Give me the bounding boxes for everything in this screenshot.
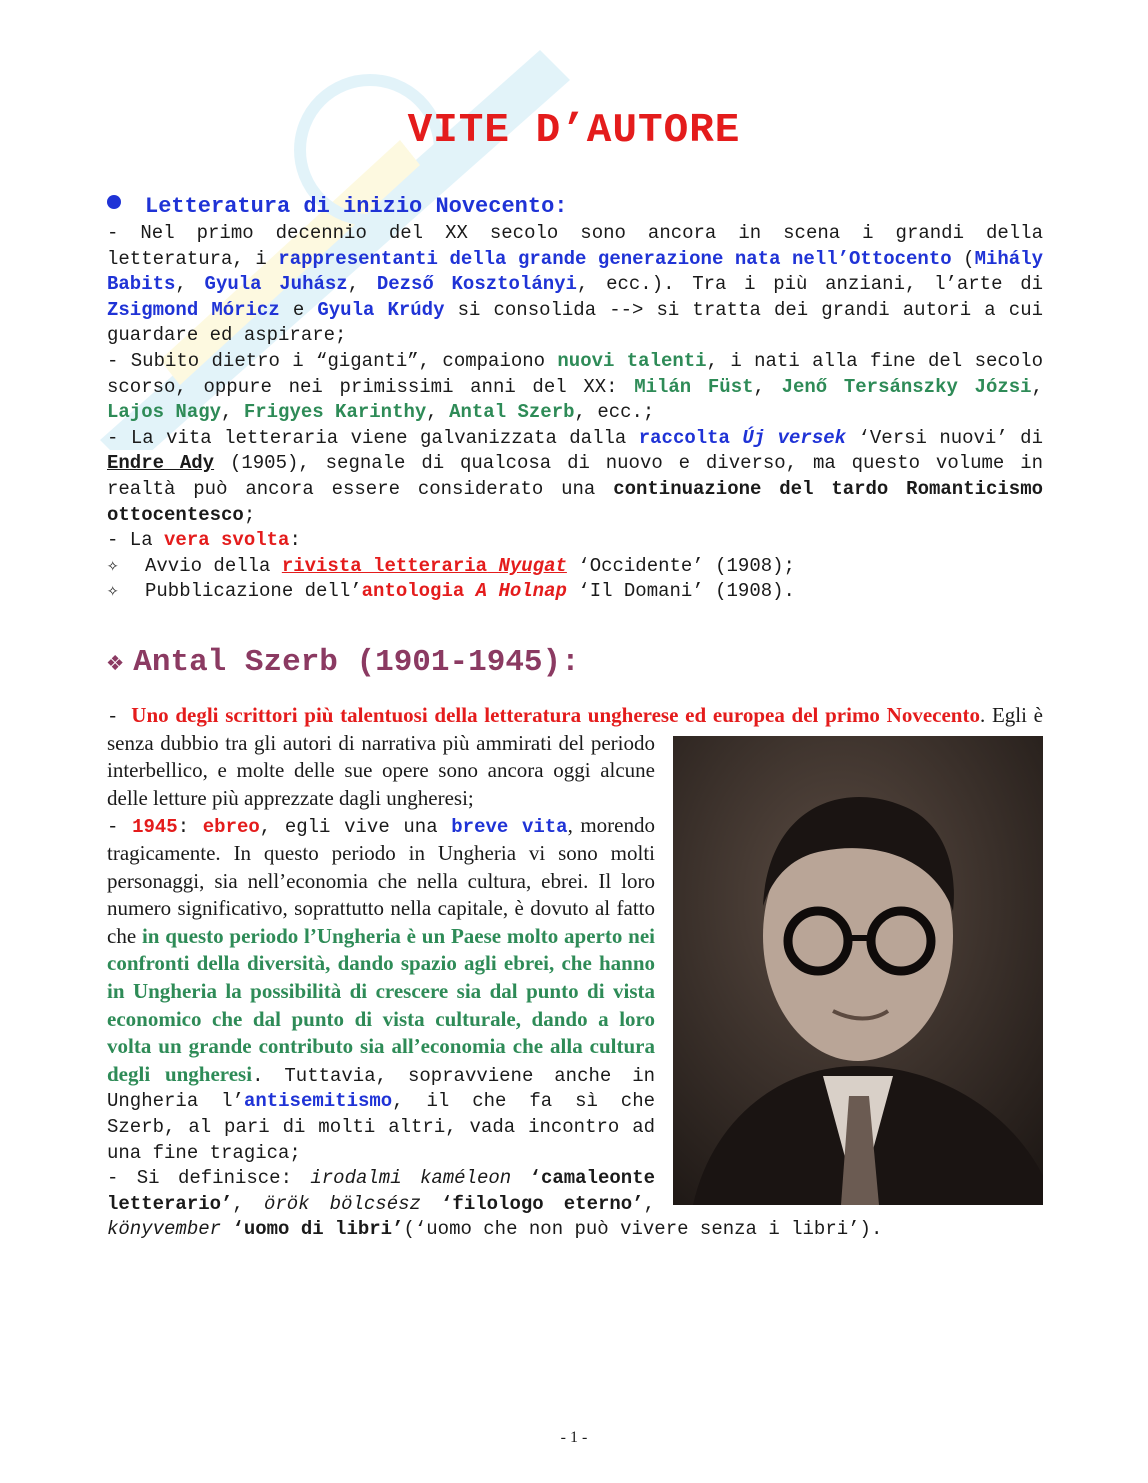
- star-icon: ✧: [107, 580, 119, 603]
- section-early-novecento: [107, 193, 1043, 605]
- page-title: VITE D’AUTORE: [407, 108, 741, 154]
- section-antal-szerb: [107, 703, 1043, 1243]
- page-number: - 1 -: [560, 1429, 588, 1446]
- diamond-icon: ❖: [107, 649, 124, 679]
- star-icon: ✧: [107, 554, 119, 577]
- list-item-a-holnap: ✧ Pubblicazione dell’antologia A Holnap ‘Il Domani’ (1908).: [107, 579, 1043, 605]
- paragraph-szerb-intro: - Uno degli scrittori più talentuosi della letteratura ungherese ed europea del primo Novecento . Egli è senza dubbio tra gli autori di narrativa più ammirati del periodo interbellico, e molte delle sue opere sono ancora oggi alcune delle letture più apprezzate dagli ungheresi;: [107, 703, 1043, 813]
- szerb-heading: ❖ Antal Szerb (1901-1945):: [107, 645, 580, 680]
- paragraph-generation: - Nel primo decennio del XX secolo sono ancora in scena i grandi della letteratura, i rappresentanti della grande generazione nata nell’Ottocento (Mihály Babits, Gyula Juhász, Dezső Kosztolányi, ecc.). Tra i più anziani, l’arte di Zsigmond Móricz e Gyula Krúdy si consolida --> si tratta dei grandi autori a cui guardare ed aspirare;: [107, 222, 1044, 347]
- portrait-image: [673, 736, 1043, 1205]
- paragraph-szerb-1945: - 1945: ebreo, egli vive una breve vita, morendo tragicamente. In questo periodo in Ungheria vi sono molti personaggi, sia nell’economia che nella cultura, ebrei. Il loro numero significativo, soprattutto nella capitale, è dovuto al fatto che in questo periodo l’Ungheria è un Paese molto aperto nei confronti della diversità, dando spazio agli ebrei, che hanno in Ungheria la possibilità di crescere sia dal punto di vista economico che dal punto di vista culturale, dando a loro volta un grande contributo sia all’economia che alla cultura degli ungheresi. Tuttavia, sopravviene anche in Ungheria l’antisemitismo, il che fa sì che Szerb, al pari di molti altri, vada incontro ad una fine tragica;: [107, 813, 656, 1164]
- paragraph-uj-versek: - La vita letteraria viene galvanizzata dalla raccolta Új versek ‘Versi nuovi’ di Endre Ady (1905), segnale di qualcosa di nuovo e diverso, ma questo volume in realtà può ancora essere considerato una continuazione del tardo Romanticismo ottocentesco;: [107, 426, 1044, 526]
- section-heading: Letteratura di inizio Novecento:: [107, 193, 1043, 221]
- paragraph-new-talents: - Subito dietro i “giganti”, compaiono nuovi talenti, i nati alla fine del secolo scorso, oppure nei primissimi anni del XX: Milán Füst, Jenő Tersánszky Józsi, Lajos Nagy, Frigyes Karinthy, Antal Szerb, ecc.;: [107, 349, 1043, 424]
- paragraph-vera-svolta: - La vera svolta:: [107, 529, 301, 552]
- list-item-nyugat: ✧ Avvio della rivista letteraria Nyugat ‘Occidente’ (1908);: [107, 554, 1043, 580]
- bullet-icon: [107, 195, 121, 209]
- paragraph-szerb-definitions: - Si definisce: irodalmi kaméleon ‘camaleonte letterario’, örök bölcsész ‘filologo eterno’, könyvember ‘uomo di libri’(‘uomo che non può vivere senza i libri’).: [107, 1167, 883, 1241]
- portrait-photo: [673, 736, 1043, 1205]
